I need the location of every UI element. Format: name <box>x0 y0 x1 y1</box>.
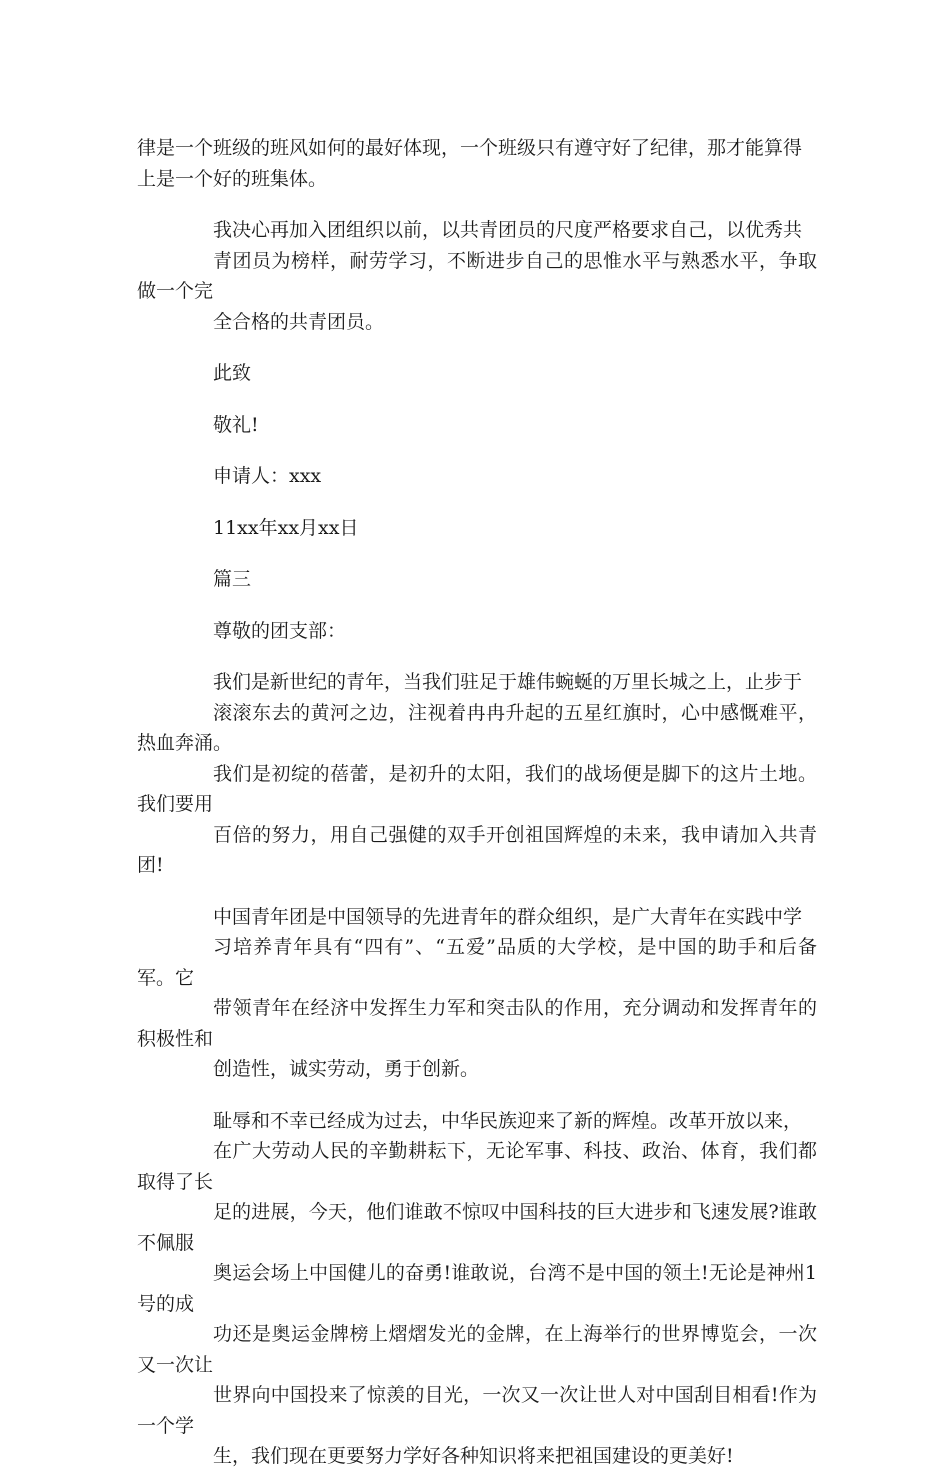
text-line: 青团员为榜样，耐劳学习，不断进步自己的思惟水平与熟悉水平，争取做一个完 <box>137 249 817 302</box>
text-line: 我们是初绽的蓓蕾，是初升的太阳，我们的战场便是脚下的这片土地。我们要用 <box>137 762 817 815</box>
closing-salutation <box>137 358 817 389</box>
text-line: 11xx年xx月xx日 <box>213 516 359 539</box>
text-line: 习培养青年具有“四有”、“五爱”品质的大学校，是中国的助手和后备军。它 <box>137 936 817 989</box>
text-line: 我们是新世纪的青年，当我们驻足于雄伟蜿蜒的万里长城之上，止步于 <box>213 671 803 693</box>
text-line: 篇三 <box>213 568 252 590</box>
text-line: 带领青年在经济中发挥生力军和突击队的作用，充分调动和发挥青年的积极性和 <box>137 997 817 1050</box>
letter-greeting <box>137 616 817 647</box>
paragraph-discipline <box>137 133 817 194</box>
text-line: 奥运会场上中国健儿的奋勇!谁敢说，台湾不是中国的领土!无论是神州1号的成 <box>137 1262 817 1315</box>
text-line: 耻辱和不幸已经成为过去，中华民族迎来了新的辉煌。改革开放以来， <box>213 1109 803 1132</box>
paragraph-youth-league <box>137 902 817 1085</box>
paragraph-resolution <box>137 215 817 337</box>
text-line: 百倍的努力，用自己强健的双手开创祖国辉煌的未来，我申请加入共青团! <box>137 823 817 876</box>
document-page <box>137 133 817 1472</box>
text-line: 在广大劳动人民的辛勤耕耘下，无论军事、科技、政治、体育，我们都取得了长 <box>137 1140 817 1193</box>
date-line <box>137 513 817 544</box>
paragraph-new-century-youth <box>137 667 817 881</box>
text-line: 生，我们现在更要努力学好各种知识将来把祖国建设的更美好! <box>213 1445 734 1467</box>
closing-regards <box>137 410 817 441</box>
text-line: 上是一个好的班集体。 <box>137 167 328 190</box>
text-line: 申请人：xxx <box>213 465 322 487</box>
applicant-signature <box>137 461 817 492</box>
text-line: 我决心再加入团组织以前，以共青团员的尺度严格要求自己，以优秀共 <box>213 219 803 241</box>
text-line: 中国青年团是中国领导的先进青年的群众组织，是广大青年在实践中学 <box>213 905 803 928</box>
text-line: 足的进展，今天，他们谁敢不惊叹中国科技的巨大进步和飞速发展?谁敢不佩服 <box>137 1201 817 1254</box>
text-line: 此致 <box>213 362 252 384</box>
paragraph-national-progress <box>137 1106 817 1472</box>
text-line: 律是一个班级的班风如何的最好体现，一个班级只有遵守好了纪律，那才能算得 <box>137 137 803 159</box>
section-heading <box>137 564 817 595</box>
text-line: 世界向中国投来了惊羡的目光，一次又一次让世人对中国刮目相看!作为一个学 <box>137 1384 817 1437</box>
text-line: 创造性，诚实劳动，勇于创新。 <box>213 1058 480 1080</box>
text-line: 滚滚东去的黄河之边，注视着冉冉升起的五星红旗时，心中感慨难平，热血奔涌。 <box>137 701 817 754</box>
text-line: 功还是奥运金牌榜上熠熠发光的金牌，在上海举行的世界博览会，一次又一次让 <box>137 1323 817 1376</box>
text-line: 敬礼! <box>213 413 259 436</box>
text-line: 全合格的共青团员。 <box>213 310 385 333</box>
text-line: 尊敬的团支部： <box>213 619 347 642</box>
